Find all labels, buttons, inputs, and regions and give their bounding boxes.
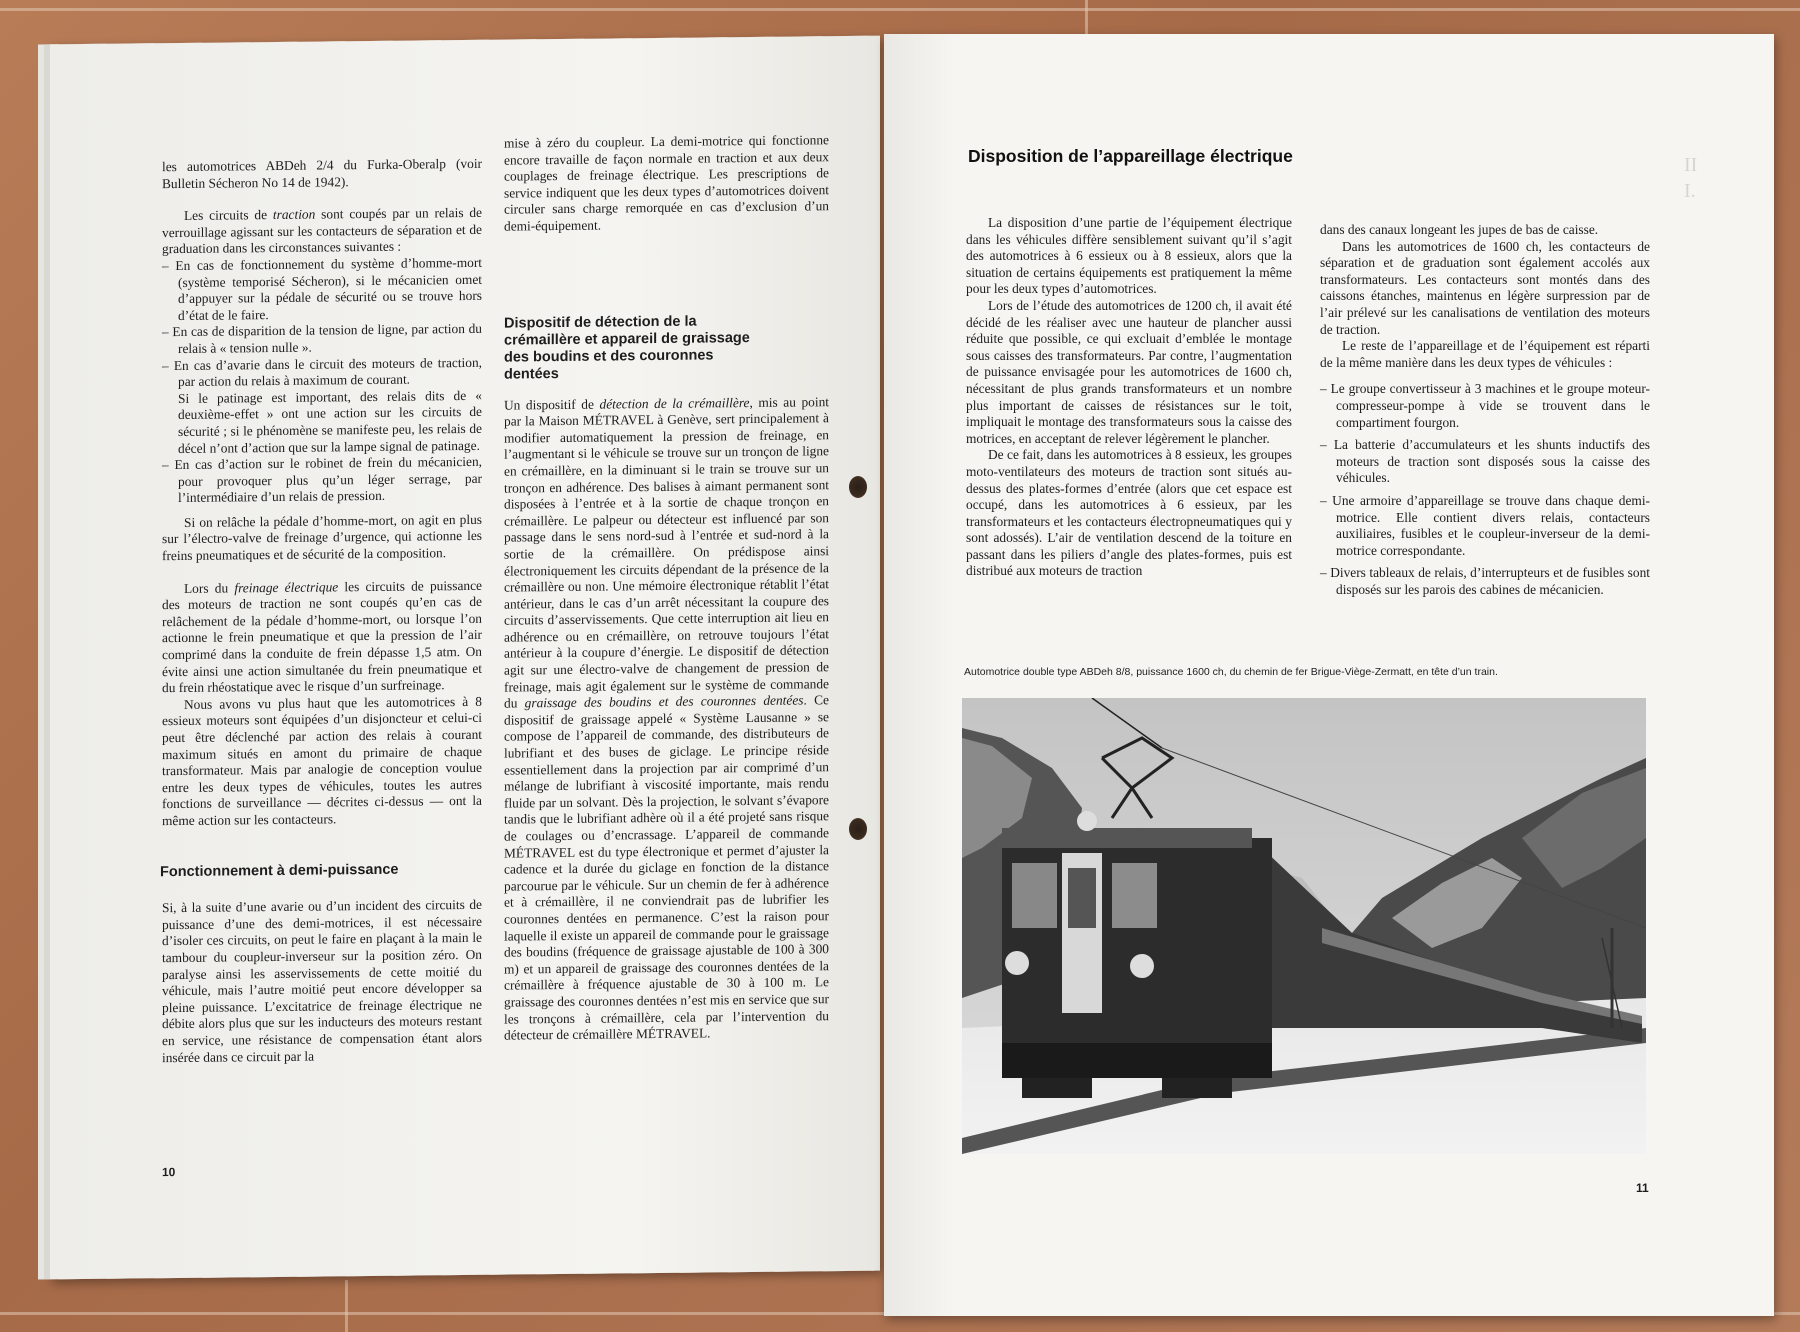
list — [162, 255, 482, 391]
paragraph: Un dispositif de détection de la crémaillère, mis au point par la Maison MÉTRAVEL à Genève, sert principalement à modifier automatiquement la pression de freinage, en l’augmentant si le véhicule se trouve sur un tronçon de ligne en crémaillère, en la diminuant si le train se trouve sur un tronçon en adhérence. Des balises à aimant permanent sont disposées à l’entrée et à la sortie de chaque tronçon en crémaillère. Le palpeur ou détecteur est influencé par son passage dans le sens nord-sud à l’entrée et sud-nord à la sortie de la crémaillère. On prédispose ainsi électroniquement les circuits dépendant de la présence de la crémaillère ou non. Une mémoire électronique rétablit l’état antérieur, dans le cas d’un arrêt nécessitant la coupure des circuits d’asservissements. Que cette interruption ait lieu en adhérence ou en crémaillère, on retrouve toujours l’état antérieur à la coupure d’énergie. Le dispositif de détection agit sur une électro-valve de changement de pression de freinage, mais agit également sur le système de commande du graissage des boudins et des couronnes dentées. Ce dispositif de graissage appelé « Système Lausanne » se compose de l’appareil de commande, des distributeurs de lubrifiant et des buses de giclage. Le principe réside essentiellement dans la projection par air comprimé d’un mélange de lubrifiant à viscosité importante, mais rendu fluide par un solvant. Dès la projection, le solvant s’évapore tandis que le lubrifiant adhère où il a été projeté sans risque de coulages ou d’encrassage. L’appareil de commande MÉTRAVEL est du type électronique et permet d’ajuster la cadence et la durée du giclage en fonction de la distance parcourue par le véhicule. Sur un chemin de fer à adhérence et à crémaillère, il ne conviendrait pas de lubrifier les couronnes dentées en permanence. C’est la raison pour laquelle il existe un appareil de commande pour le graissage des boudins (fréquence de graissage ajustable de 100 à 300 m) et un appareil de graissage des couronnes dentées de la crémaillère à fréquence ajustable de 30 à 100 m. Le graissage des couronnes dentées n’est mis en service que sur les tronçons à crémaillère, cela par l’intervention du détecteur de crémaillère MÉTRAVEL. — [504, 393, 829, 1043]
page-number: 11 — [1636, 1181, 1649, 1195]
list-item: – Divers tableaux de relais, d’interrupteurs et de fusibles sont disposés sur les parois des cabines de mécanicien. — [1320, 565, 1650, 598]
paragraph: Les circuits de traction sont coupés par un relais de verrouillage agissant sur les contacteurs de séparation et de graduation dans les circonstances suivantes : — [162, 205, 483, 257]
tile-grout — [345, 1280, 348, 1332]
section-heading: Dispositif de détection de la crémaillère et appareil de graissage des boudins et des couronnes dentées — [504, 313, 750, 383]
page-heading: Disposition de l’appareillage électrique — [968, 146, 1293, 166]
show-through-text: II I. — [1684, 154, 1698, 202]
paragraph: Dans les automotrices de 1600 ch, les contacteurs de séparation et de graduation sont également accolés aux transformateurs. Les contacteurs sont montés dans des caissons étanches, maintenus en légère surpression par de l’air prélevé sur les canalisations de ventilation des moteurs de traction. — [1320, 238, 1650, 337]
paragraph: Lors du freinage électrique les circuits de puissance des moteurs de traction ne sont coupés qu’en cas de relâchement de la pédale d’homme-mort, ou lorsque l’on actionne le frein pneumatique et que la pression de l’air comprimé dans la conduite de frein dépasse 1,5 atm. On évite ainsi une action simultanée du frein pneumatique et du frein rhéostatique avec le risque d’un surfreinage. — [162, 577, 482, 696]
right-column-2 — [1320, 222, 1650, 598]
paragraph: les automotrices ABDeh 2/4 du Furka-Oberalp (voir Bulletin Sécheron No 14 de 1942). — [162, 155, 482, 191]
list-item: – En cas d’avarie dans le circuit des moteurs de traction, par action du relais à maximum de courant. — [162, 354, 482, 391]
list-item: – En cas de fonctionnement du système d’homme-mort (système temporisé Sécheron), si le mécanicien omet d’appuyer sur la pédale de sécurité ou se trouve hors d’état de le faire. — [162, 255, 482, 325]
list-item: – La batterie d’accumulateurs et les shunts inductifs des moteurs de traction sont disposés sous la caisse des véhicules. — [1320, 437, 1650, 487]
left-column-1 — [162, 156, 482, 1066]
section-heading: Fonctionnement à demi-puissance — [160, 861, 399, 880]
tile-grout — [1085, 0, 1088, 34]
list — [1320, 381, 1650, 598]
left-column-2 — [504, 132, 829, 1044]
list-item: – En cas de disparition de la tension de ligne, par action du relais à « tension nulle ». — [162, 321, 482, 358]
paragraph: Lors de l’étude des automotrices de 1200 ch, il avait été décidé de les réaliser avec une hauteur de plancher aussi réduite que possible, ce qui excluait d’emblée le montage sous caisses des transformateurs. Par contre, l’augmentation de puissance envisagée pour les automotrices de 1600 ch, nécessitant de plus grands transformateurs et un nombre plus important de caisses de résistances sur le toit, impliquait le montage des transformateurs sous la caisse des motrices, en acceptant de relever légèrement le plancher. — [966, 297, 1292, 446]
paragraph: mise à zéro du coupleur. La demi-motrice qui fonctionne encore travaille de façon normale en traction et aux deux couplages de freinage électrique. Les prescriptions de service indiquent que les deux types d’automotrices doivent circuler sans charge remorquée en cas d’exclusion d’un demi-équipement. — [504, 132, 829, 234]
paragraph: Si le patinage est important, des relais dits de « deuxième-effet » ont une action sur les circuits de sécurité ; si le phénomène se manifeste peu, les relais de décel n’ont d’action que sur la lampe signal de patinage. — [178, 387, 482, 456]
list — [162, 454, 482, 507]
photo-caption: Automotrice double type ABDeh 8/8, puissance 1600 ch, du chemin de fer Brigue-Viège-Zermatt, en tête d’un train. — [964, 666, 1498, 678]
train-photo-image — [962, 698, 1646, 1154]
right-page — [884, 34, 1774, 1316]
binding-hole — [849, 818, 867, 840]
paragraph: Nous avons vu plus haut que les automotrices à 8 essieux moteurs sont équipées d’un disjoncteur et celui-ci peut être déclenché par action des relais à courant maximum situés en amont du primaire de chaque transformateur. Mais par analogie de conception voulue entre les deux types de véhicules, toutes les autres fonctions de surveillance — décrites ci-dessus — ont la même action sur les contacteurs. — [162, 693, 482, 829]
paragraph: Si, à la suite d’une avarie ou d’un incident des circuits de puissance d’une des demi-motrices, il est nécessaire d’isoler ces circuits, on peut le faire en plaçant à la main le tambour du coupleur-inverseur sur la position zéro. On paralyse ainsi les asservissements de cette moitié du véhicule, mais l’autre moitié peut encore développer sa pleine puissance. L’excitatrice de freinage électrique ne débite alors plus que sur les inducteurs des moteurs restant en service, une résistance de compensation étant alors insérée dans ce circuit par la — [162, 896, 482, 1065]
list-item: – Le groupe convertisseur à 3 machines et le groupe moteur-compresseur-pompe à vide se trouvent dans le compartiment fourgon. — [1320, 381, 1650, 431]
paragraph: dans des canaux longeant les jupes de bas de caisse. — [1320, 222, 1599, 237]
train-photo — [962, 698, 1646, 1154]
list-item: – Une armoire d’appareillage se trouve dans chaque demi-motrice. Elle contient divers relais, contacteurs auxiliaires, fusibles et le coupleur-inverseur de la demi-motrice correspondante. — [1320, 493, 1650, 559]
right-column-1 — [966, 215, 1292, 580]
page-number: 10 — [162, 1165, 176, 1180]
paragraph: Le reste de l’appareillage et de l’équipement est réparti de la même manière dans les deux types de véhicules : — [1320, 338, 1650, 370]
paragraph: Si on relâche la pédale d’homme-mort, on agit en plus sur l’électro-valve de freinage d’urgence, qui actionne les freins pneumatiques et de sécurité de la composition. — [162, 511, 482, 564]
paragraph: La disposition d’une partie de l’équipement électrique dans les véhicules diffère sensiblement suivant qu’il s’agit des automotrices à 6 essieux ou à 8 essieux, alors que la situation de certains équipements est pratiquement la même pour les deux types d’automotrices. — [966, 215, 1292, 297]
list-item: – En cas d’action sur le robinet de frein du mécanicien, pour provoquer plus qu’un léger serrage, par l’intermédiaire d’un relais de pression. — [162, 454, 482, 507]
paragraph: De ce fait, dans les automotrices à 8 essieux, les groupes moto-ventilateurs des moteurs de traction sont situés au-dessus des plates-formes d’entrée (alors que cet espace est occupé, dans les automotrices à 6 essieux, par les transformateurs et les contacteurs électropneumatiques qui y sont adossés). L’air de ventilation descend de la toiture en passant dans les piliers d’angle des plates-formes, puis est distribué aux moteurs de traction — [966, 447, 1292, 579]
binding-hole — [849, 476, 867, 498]
tile-grout — [0, 8, 1800, 11]
left-page — [50, 36, 880, 1280]
